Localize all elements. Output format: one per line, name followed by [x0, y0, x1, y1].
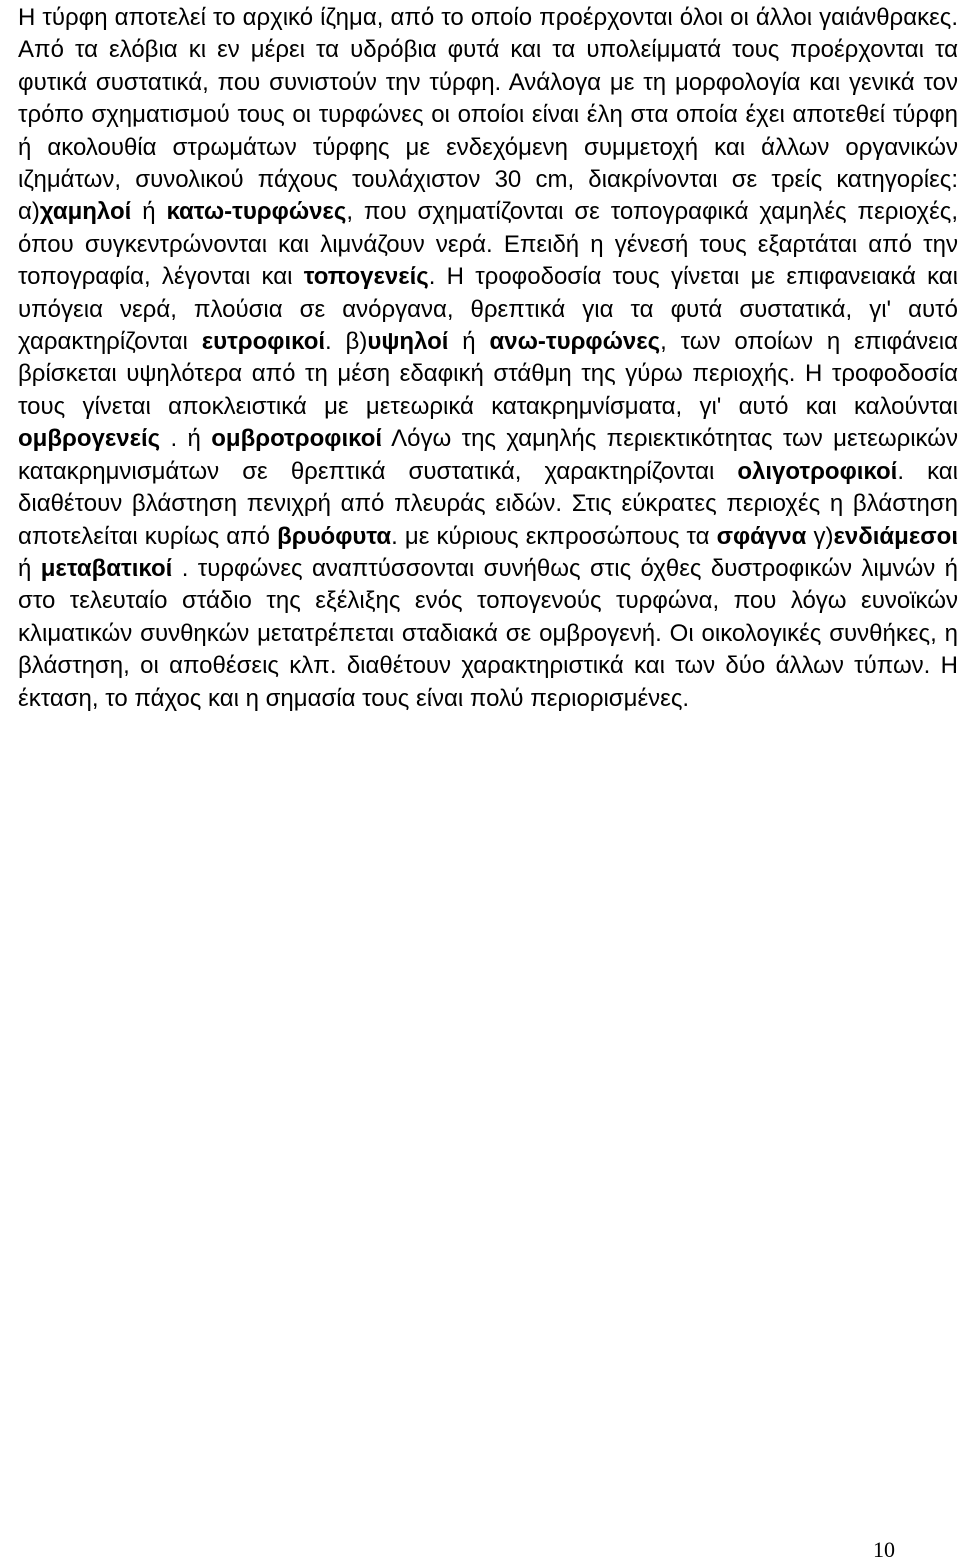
text-segment: Λόγω της χαμηλής περιεκτικότητας των μετεωρικών κατακρημνισμάτων σε θρεπτικά συστατικά, χαρακτηρίζονται — [18, 425, 958, 485]
text-segment: Η τύρφη αποτελεί το αρχικό ίζημα, από το οποίο προέρχονται όλοι οι άλλοι γαιάνθρακες. Από τα ελόβια κι εν μέρει τα υδρόβια φυτά και τα υπολείμματά τους προέρχονται τα φυτικά συστατικά, που συνιστούν την τύρφη. Ανάλογα με τη μορφολογία και γενικά τον τρόπο σχηματισμού τους οι τυρφώνες οι οποίοι είναι έλη στα οποία έχει αποτεθεί τύρφη ή ακολουθία στρωμάτων τύρφης με ενδεχόμενη συμμετοχή και άλλων οργανικών ιζημάτων, συνολικού πάχους τουλάχιστον 30 cm, διακρίνονται σε τρείς κατηγορίες: α) — [18, 4, 958, 226]
text-segment: , που σχηματίζονται σε τοπογραφικά χαμηλές περιοχές, όπου συγκεντρώνονται και λιμνάζουν νερά. Επειδή η γένεσή τους εξαρτάται από την τοπογραφία, λέγονται και — [18, 198, 958, 291]
text-segment: . τυρφώνες αναπτύσσονται συνήθως στις όχθες δυστροφικών λιμνών ή στο τελευταίο στάδιο της εξέλιξης ενός τοπογενούς τυρφώνα, που λόγω ευνοϊκών κλιματικών συνθηκών μετατρέπεται σταδιακά σε ομβρογενή. Οι οικολογικές συνθήκες, η βλάστηση, οι αποθέσεις κλπ. διαθέτουν χαρακτηριστικά και των δύο άλλων τύπων. Η έκταση, το πάχος και η σημασία τους είναι πολύ περιορισμένες. — [18, 554, 958, 712]
page-number: 10 — [873, 1537, 895, 1562]
bold-term: βρυόφυτα — [277, 522, 392, 550]
bold-term: σφάγνα — [716, 522, 807, 550]
bold-term: υψηλοί — [367, 328, 449, 356]
body-paragraph — [18, 2, 958, 715]
text-segment: . Η τροφοδοσία τους γίνεται με επιφανειακά και υπόγεια νερά, πλούσια σε ανόργανα, θρεπτικά για τα φυτά συστατικά, γι' αυτό χαρακτηρίζονται — [18, 263, 959, 356]
text-segment: ή — [448, 328, 490, 356]
bold-term: χαμηλοί — [39, 198, 132, 226]
text-segment: ή — [18, 554, 41, 582]
text-segment: . με κύριους εκπροσώπους τα — [391, 522, 717, 550]
text-segment: , των οποίων η επιφάνεια βρίσκεται υψηλότερα από τη μέση εδαφική στάθμη της γύρω περιοχής. Η τροφοδοσία τους γίνεται αποκλειστικά με μετεωρικά κατακρημνίσματα, γι' αυτό και καλούνται — [18, 328, 958, 420]
text-segment: ή — [131, 198, 167, 226]
bold-term: ανω-τυρφώνες — [489, 328, 661, 356]
bold-term: ολιγοτροφικοί — [737, 457, 898, 485]
bold-term: ενδιάμεσοι — [833, 522, 959, 550]
text-segment: . ή — [160, 425, 212, 453]
text-segment: . β) — [325, 328, 368, 356]
bold-term: ομβρογενείς — [18, 425, 161, 453]
text-segment: . και διαθέτουν βλάστηση πενιχρή από πλευράς ειδών. Στις εύκρατες περιοχές η βλάστηση αποτελείται κυρίως από — [18, 457, 958, 550]
bold-term: μεταβατικοί — [40, 554, 173, 582]
bold-term: ευτροφικοί — [201, 328, 326, 356]
text-segment: γ) — [806, 522, 834, 550]
bold-term: κατω-τυρφώνες — [166, 198, 347, 226]
bold-term: ομβροτροφικοί — [211, 425, 383, 453]
bold-term: τοπογενείς — [303, 263, 429, 291]
